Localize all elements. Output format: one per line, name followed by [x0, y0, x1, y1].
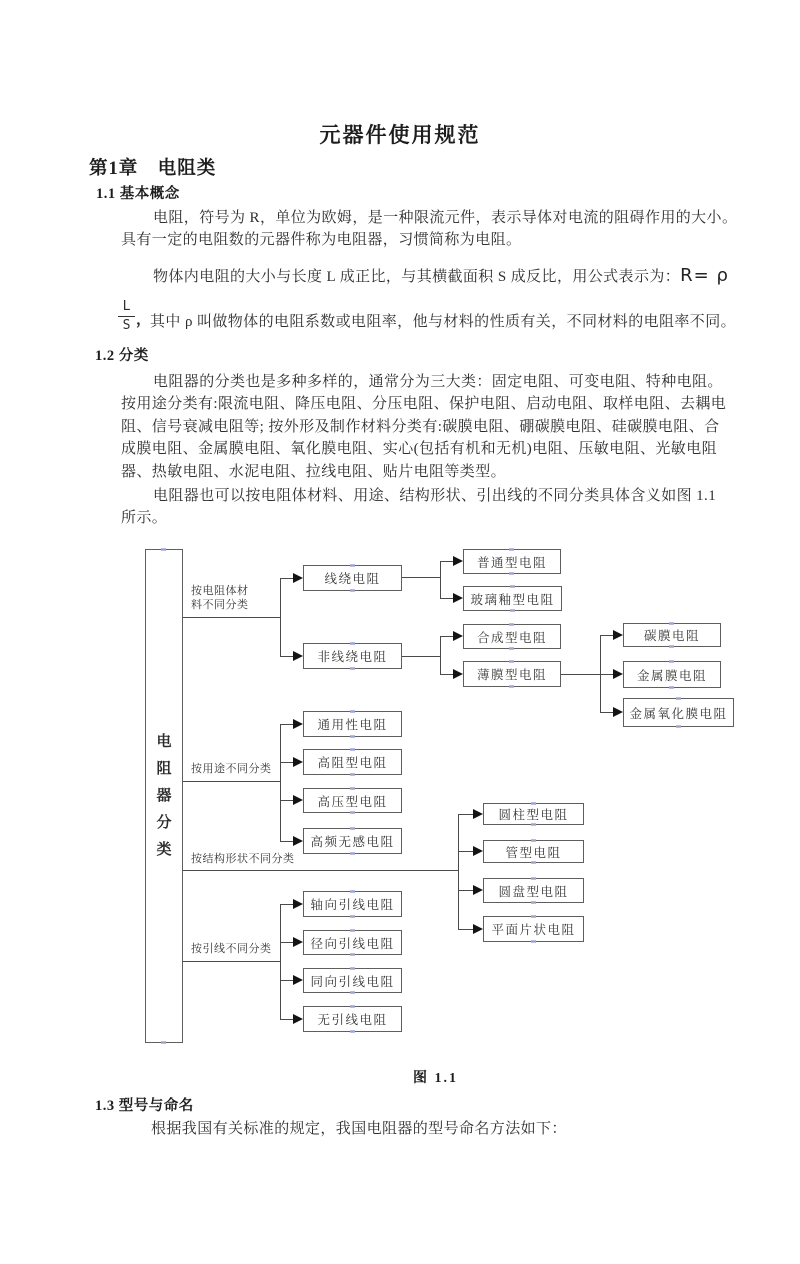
diagram-connector-line	[280, 841, 294, 842]
diagram-node: 合成型电阻	[463, 624, 561, 649]
paragraph-line: 所示。	[121, 510, 168, 526]
diagram-connector-line	[402, 577, 440, 578]
paragraph-line: 按用途分类有:限流电阻、降压电阻、分压电阻、保护电阻、启动电阻、取样电阻、去耦电	[121, 396, 727, 412]
arrowhead-icon	[293, 1014, 303, 1024]
arrowhead-icon	[293, 719, 303, 729]
diagram-node: 同向引线电阻	[303, 968, 402, 993]
arrowhead-icon	[293, 899, 303, 909]
diagram-connector-line	[183, 961, 280, 962]
diagram-node: 高阻型电阻	[303, 749, 402, 775]
diagram-connector-line	[280, 904, 294, 905]
fraction-comma: ，	[136, 312, 152, 328]
arrowhead-icon	[293, 975, 303, 985]
diagram-connector-line	[280, 762, 294, 763]
diagram-connector-line	[280, 724, 281, 842]
diagram-connector-line	[440, 561, 454, 562]
diagram-branch-label: 按结构形状不同分类	[191, 853, 295, 865]
diagram-node: 线绕电阻	[303, 565, 402, 591]
diagram-node: 碳膜电阻	[623, 623, 721, 647]
diagram-branch-label: 按用途不同分类	[191, 763, 272, 775]
diagram-node: 高频无感电阻	[303, 828, 402, 854]
diagram-node: 管型电阻	[483, 840, 584, 863]
paragraph-line: 具有一定的电阻数的元器件称为电阻器，习惯简称为电阻。	[121, 232, 522, 248]
diagram-connector-line	[458, 814, 474, 815]
diagram-connector-line	[280, 800, 294, 801]
diagram-connector-line	[600, 635, 614, 636]
arrowhead-icon	[453, 631, 463, 641]
arrowhead-icon	[453, 556, 463, 566]
paragraph-line: 其中 ρ 叫做物体的电阻系数或电阻率，他与材料的性质有关，不同材料的电阻率不同。	[150, 314, 736, 330]
diagram-node: 径向引线电阻	[303, 930, 402, 955]
diagram-node: 薄膜型电阻	[463, 661, 561, 687]
arrowhead-icon	[293, 651, 303, 661]
fraction-denominator: S	[122, 318, 131, 333]
arrowhead-icon	[473, 809, 483, 819]
section-1-3-heading: 1.3 型号与命名	[95, 1098, 194, 1114]
fraction-numerator: L	[118, 299, 135, 317]
diagram-connector-line	[280, 656, 294, 657]
paragraph-line: 电阻器的分类也是多种多样的，通常分为三大类：固定电阻、可变电阻、特种电阻。	[153, 374, 723, 390]
diagram-connector-line	[183, 870, 458, 871]
diagram-connector-line	[280, 942, 294, 943]
diagram-connector-line	[280, 1019, 294, 1020]
diagram-node: 玻璃釉型电阻	[463, 586, 562, 611]
arrowhead-icon	[613, 669, 623, 679]
arrowhead-icon	[473, 885, 483, 895]
diagram-connector-line	[600, 712, 614, 713]
diagram-root-label: 电阻器分类	[156, 733, 172, 858]
formula-intro-text: 物体内电阻的大小与长度 L 成正比，与其横截面积 S 成反比，用公式表示为：	[153, 269, 681, 285]
arrowhead-icon	[293, 836, 303, 846]
arrowhead-icon	[293, 937, 303, 947]
diagram-connector-line	[458, 851, 474, 852]
diagram-node: 无引线电阻	[303, 1006, 402, 1032]
paragraph-line: 成膜电阻、金属膜电阻、氧化膜电阻、实心(包括有机和无机)电阻、压敏电阻、光敏电阻	[121, 441, 717, 457]
diagram-node: 通用性电阻	[303, 711, 402, 737]
arrowhead-icon	[613, 707, 623, 717]
diagram-connector-line	[458, 929, 474, 930]
diagram-node: 圆盘型电阻	[483, 878, 584, 903]
arrowhead-icon	[473, 924, 483, 934]
figure-caption: 图 1.1	[413, 1071, 458, 1086]
diagram-connector-line	[280, 724, 294, 725]
arrowhead-icon	[613, 630, 623, 640]
paragraph-line: 器、热敏电阻、水泥电阻、拉线电阻、贴片电阻等类型。	[121, 463, 507, 480]
diagram-connector-line	[440, 598, 454, 599]
arrowhead-icon	[453, 669, 463, 679]
diagram-connector-line	[280, 980, 294, 981]
section-1-1-heading: 1.1 基本概念	[96, 186, 180, 202]
diagram-connector-line	[183, 781, 280, 782]
diagram-node: 金属氧化膜电阻	[623, 698, 734, 727]
diagram-connector-line	[280, 578, 281, 657]
arrowhead-icon	[453, 593, 463, 603]
section-1-2-heading: 1.2 分类	[95, 348, 149, 364]
diagram-connector-line	[402, 656, 440, 657]
diagram-node: 圆柱型电阻	[483, 803, 584, 825]
arrowhead-icon	[293, 757, 303, 767]
diagram-connector-line	[600, 674, 614, 675]
diagram-root-node	[145, 549, 183, 1043]
chapter-heading: 第1章 电阻类	[89, 159, 217, 179]
paragraph-line: 电阻，符号为 R，单位为欧姆，是一种限流元件，表示导体对电流的阻碍作用的大小。	[153, 210, 738, 226]
paragraph-line: 阻、信号衰减电阻等; 按外形及制作材料分类有:碳膜电阻、硼碳膜电阻、硅碳膜电阻、合	[121, 418, 720, 435]
arrowhead-icon	[293, 573, 303, 583]
diagram-connector-line	[440, 636, 441, 675]
diagram-connector-line	[561, 674, 600, 675]
diagram-node: 金属膜电阻	[623, 661, 721, 688]
paragraph-line: 根据我国有关标准的规定，我国电阻器的型号命名方法如下：	[151, 1121, 567, 1137]
diagram-node: 平面片状电阻	[483, 916, 584, 942]
diagram-connector-line	[183, 617, 280, 618]
diagram-node: 非线绕电阻	[303, 643, 402, 669]
diagram-connector-line	[458, 890, 474, 891]
diagram-node: 轴向引线电阻	[303, 891, 402, 917]
arrowhead-icon	[293, 795, 303, 805]
diagram-connector-line	[440, 561, 441, 599]
diagram-connector-line	[458, 814, 459, 930]
page-title: 元器件使用规范	[319, 123, 481, 147]
diagram-connector-line	[440, 674, 454, 675]
diagram-branch-label: 按引线不同分类	[191, 943, 272, 955]
paragraph-line: 电阻器也可以按电阻体材料、用途、结构形状、引出线的不同分类具体含义如图 1.1	[153, 488, 717, 504]
formula-lead: R= ρ	[680, 265, 729, 286]
diagram-branch-label: 按电阻体材 料不同分类	[191, 585, 249, 611]
diagram-node: 高压型电阻	[303, 788, 402, 813]
arrowhead-icon	[473, 846, 483, 856]
diagram-connector-line	[440, 636, 454, 637]
diagram-connector-line	[280, 578, 294, 579]
diagram-node: 普通型电阻	[463, 549, 561, 574]
diagram-connector-line	[280, 904, 281, 1020]
